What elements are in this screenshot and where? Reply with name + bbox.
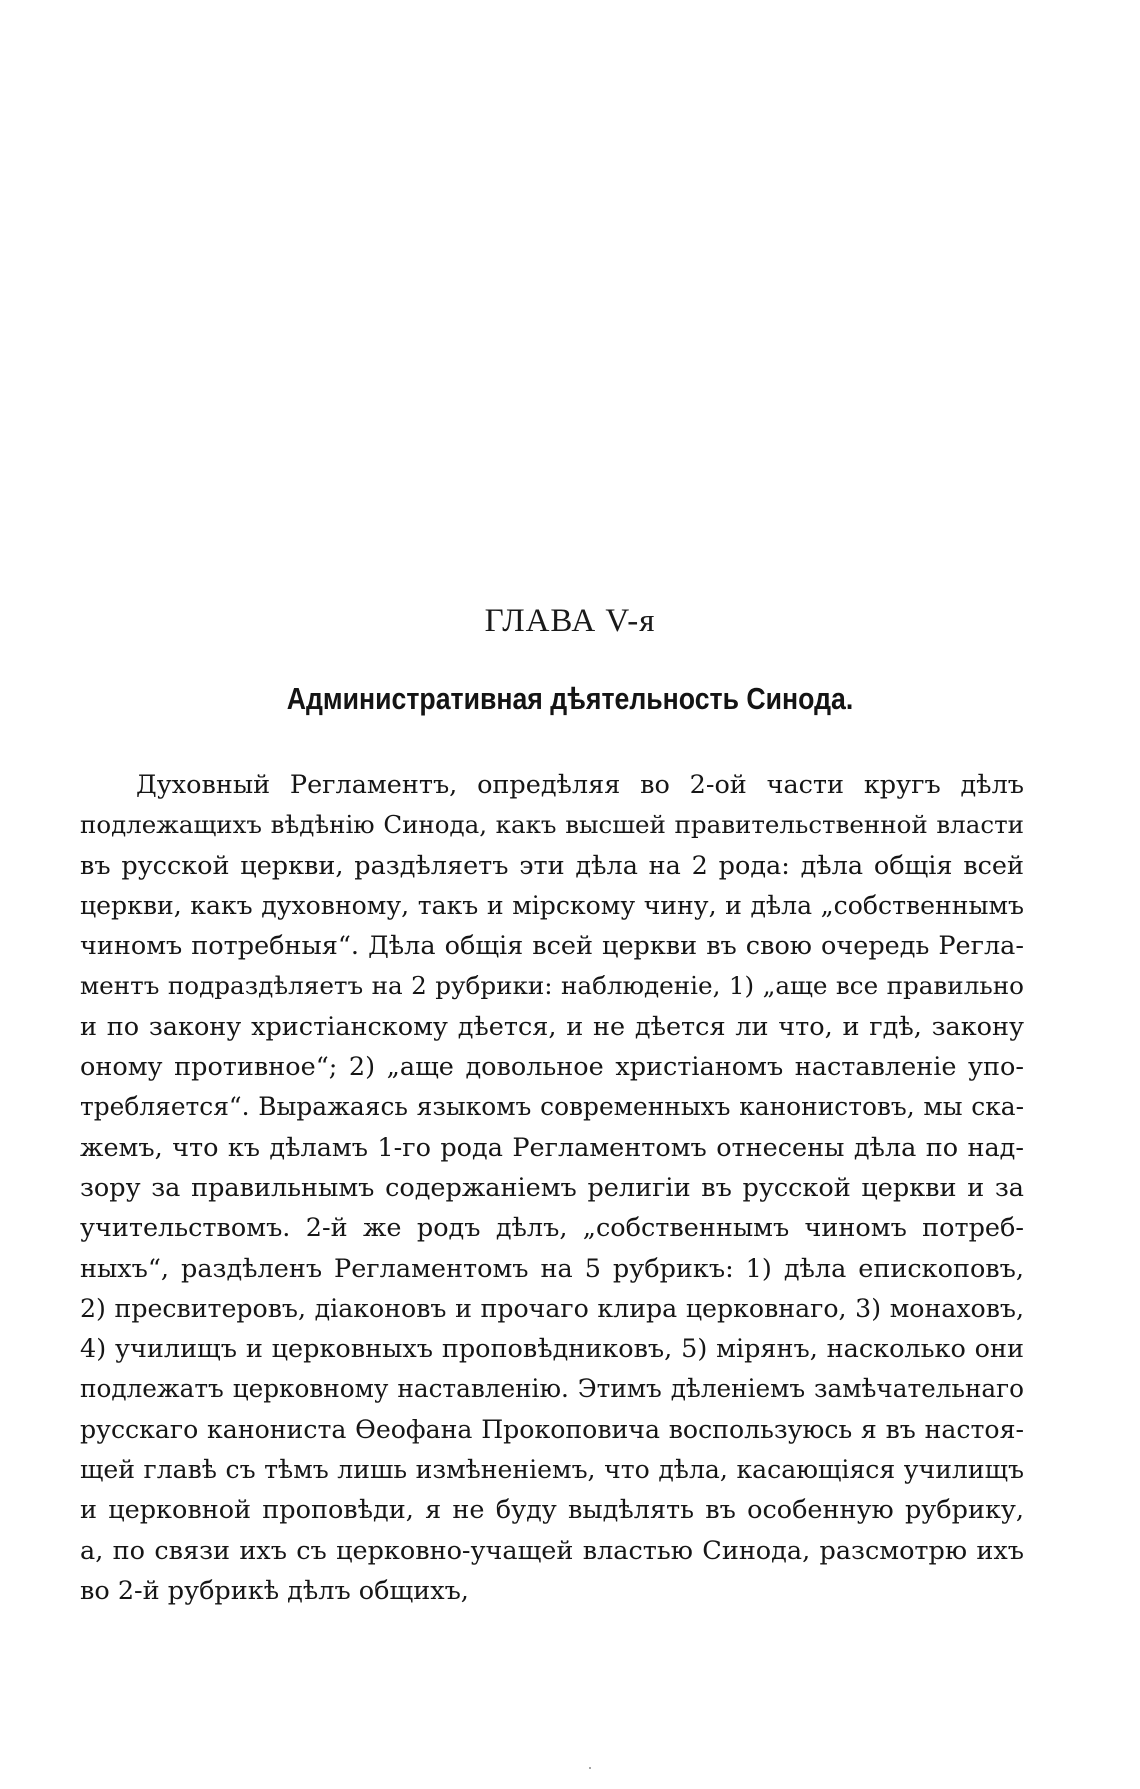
text-line: церкви, какъ духовному, такъ и мірскому чину, и дѣла „собственнымъ [80,890,1024,920]
text-line: во 2-й рубрикѣ дѣлъ общихъ, [80,1575,469,1606]
chapter-heading: ГЛАВА V-я [484,603,656,639]
text-line: 4) училищъ и церковныхъ проповѣдниковъ, 5) мірянъ, насколько они [80,1334,1024,1365]
text-line: а, по связи ихъ съ церковно-учащей властью Синода, разсмотрю ихъ [80,1535,1024,1566]
text-line: русскаго канониста Ѳеофана Прокоповича воспользуюсь я въ настоя- [80,1414,1024,1444]
text-line: подлежатъ церковному наставленію. Этимъ дѣленіемъ замѣчательнаго [80,1374,1024,1404]
text-line: и по закону христіанскому дѣется, и не дѣется ли что, и гдѣ, закону [80,1011,1024,1042]
text-line: подлежащихъ вѣдѣнію Синода, какъ высшей правительственной власти [80,810,1024,840]
text-line: чиномъ потребныя“. Дѣла общія всей церкви въ свою очередь Регла- [80,931,1024,962]
body-paragraph [80,765,1024,1611]
text-line: учительствомъ. 2-й же родъ дѣлъ, „собственнымъ чиномъ потреб- [80,1213,1024,1244]
chapter-title: Административная дѣятельность Синода. [286,681,854,716]
text-line: въ русской церкви, раздѣляетъ эти дѣла на 2 рода: дѣла общія всей [80,850,1024,881]
print-speck [589,1767,591,1769]
text-line: жемъ, что къ дѣламъ 1-го рода Регламентомъ отнесены дѣла по над- [80,1132,1024,1163]
text-line: ментъ подраздѣляетъ на 2 рубрики: наблюденіе, 1) „аще все правильно [80,971,1024,1001]
text-line: 2) пресвитеровъ, діаконовъ и прочаго клира церковнаго, 3) монаховъ, [80,1293,1024,1323]
text-line: Духовный Регламентъ, опредѣляя во 2-ой части кругъ дѣлъ [136,770,1024,800]
text-line: оному противное“; 2) „аще довольное христіаномъ наставленіе упо- [80,1052,1024,1083]
text-line: и церковной проповѣди, я не буду выдѣлять въ особенную рубрику, [80,1495,1024,1526]
text-line: ныхъ“, раздѣленъ Регламентомъ на 5 рубрикъ: 1) дѣла епископовъ, [80,1253,1024,1284]
text-line: зору за правильнымъ содержаніемъ религіи въ русской церкви и за [80,1172,1024,1203]
text-line: требляется“. Выражаясь языкомъ современныхъ канонистовъ, мы ска- [80,1092,1024,1122]
text-line: щей главѣ съ тѣмъ лишь измѣненіемъ, что дѣла, касающіяся училищъ [80,1455,1024,1485]
